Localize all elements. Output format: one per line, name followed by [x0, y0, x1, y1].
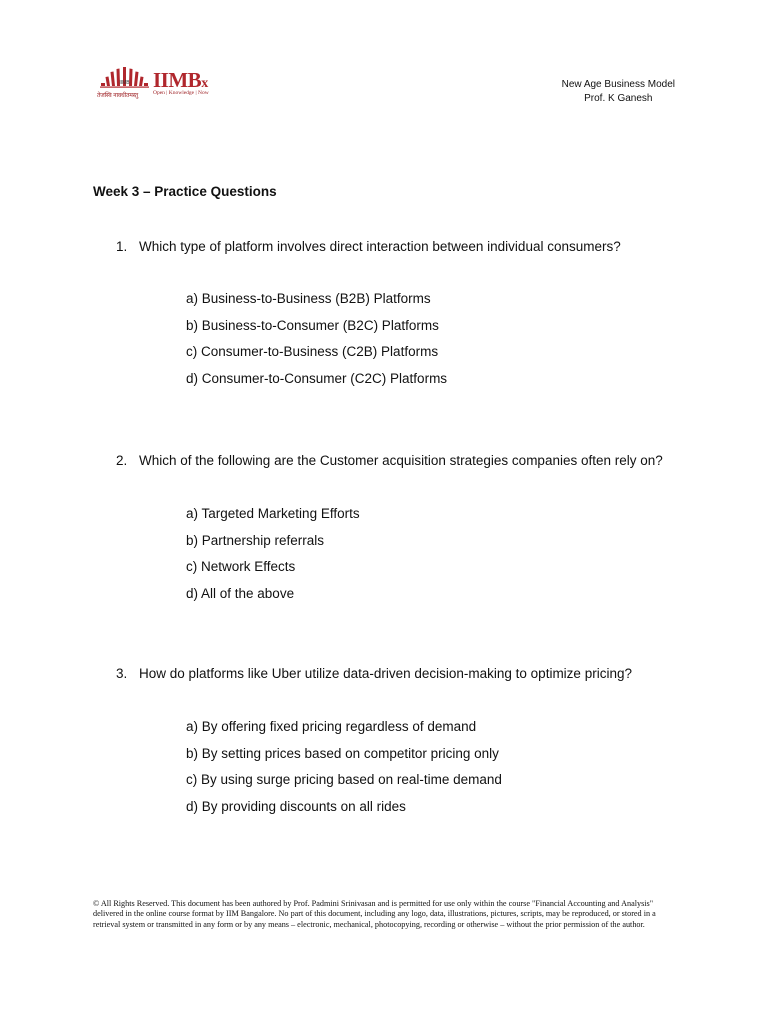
option-a: a) Business-to-Business (B2B) Platforms: [186, 291, 431, 306]
question-3: [116, 661, 676, 688]
question-number: 2.: [116, 453, 128, 468]
option-b: b) Partnership referrals: [186, 532, 325, 548]
option-b: b) Business-to-Consumer (B2C) Platforms: [186, 317, 439, 333]
option-a: a) By offering fixed pricing regardless of demand: [186, 719, 477, 734]
question-text: How do platforms like Uber utilize data-driven decision-making to optimize pricing?: [139, 666, 632, 681]
course-header: [562, 78, 675, 106]
instructor-name: Prof. K Ganesh: [584, 93, 653, 104]
question-1-options: [186, 286, 447, 393]
logo-brand: IIMBx: [153, 68, 208, 92]
option-a: a) Targeted Marketing Efforts: [186, 506, 360, 521]
page-title: Week 3 – Practice Questions: [93, 184, 277, 199]
question-text: Which of the following are the Customer acquisition strategies companies often rely on?: [139, 453, 663, 468]
course-title: New Age Business Model: [561, 79, 675, 90]
option-b: b) By setting prices based on competitor pricing only: [186, 745, 499, 761]
option-c: c) By using surge pricing based on real-time demand: [186, 772, 502, 788]
option-c: c) Consumer-to-Business (C2B) Platforms: [186, 344, 439, 360]
option-d: d) All of the above: [186, 586, 295, 602]
option-d: d) Consumer-to-Consumer (C2C) Platforms: [186, 371, 448, 387]
logo-tagline: तेजस्वि नावधीतमस्तु: [97, 92, 139, 99]
option-d: d) By providing discounts on all rides: [186, 799, 406, 815]
iimb-emblem-icon: [97, 64, 151, 92]
option-c: c) Network Effects: [186, 559, 296, 575]
question-3-options: [186, 714, 502, 821]
question-text: Which type of platform involves direct interaction between individual consumers?: [139, 239, 621, 254]
iimb-logo: [97, 64, 217, 100]
logo-subtitle: Open | Knowledge | Now: [153, 90, 209, 96]
question-2-options: [186, 501, 360, 608]
svg-text:IIMB: IIMB: [119, 80, 130, 86]
question-1: [116, 234, 676, 261]
question-number: 3.: [116, 666, 128, 681]
copyright-notice: © All Rights Reserved. This document has been authored by Prof. Padmini Srinivasan and is permitted for use only within the course "Financial Accounting and Analysis" delivered in the online course format by IIM Bangalore. No part of this document, including any logo, data, illustrations, pictures, scripts, may be reproduced, or stored in a retrieval system or transmitted in any form or by any means – electronic, mechanical, photocopying, recording or otherwise – without the prior permission of the author.: [93, 899, 656, 929]
question-number: 1.: [116, 239, 128, 254]
question-2: [116, 448, 676, 475]
